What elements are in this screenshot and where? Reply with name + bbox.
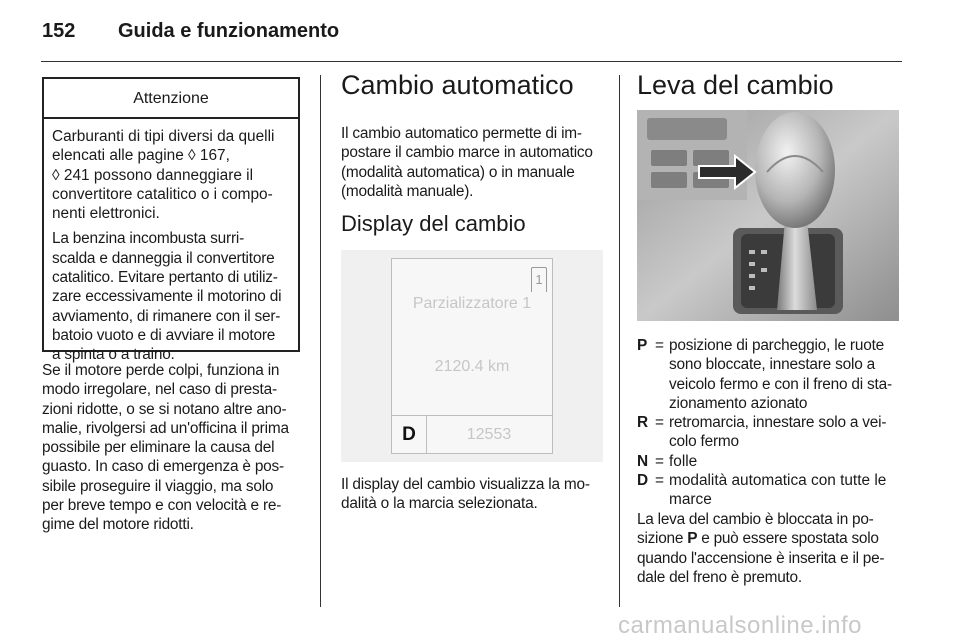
- gear-lever-photo: [637, 110, 899, 321]
- heading-leva-del-cambio: Leva del cambio: [637, 70, 834, 100]
- display-title: Parzializzatore 1: [412, 295, 532, 312]
- gear-positions-legend: [637, 336, 903, 510]
- display-screen: [391, 258, 553, 454]
- column-divider-2: [619, 75, 620, 607]
- legend-item-r: R = retromarcia, innestare solo a vei- colo fermo: [637, 414, 887, 451]
- warning-box: [42, 77, 300, 364]
- middle-intro: Il cambio automatico permette di im- postare il cambio marce in automatico (modalità automatica) o in manuale (modalità manuale).: [341, 125, 593, 200]
- warning-paragraph-2: La benzina incombusta surri- scalda e danneggia il convertitore catalitico. Evitare pertanto di utiliz- zare eccessivamente il motorino di avviamento, di rimanere con il ser- batoio vuoto e di avviare il motore a spinta o a traino.: [52, 230, 282, 364]
- page-number: 152: [42, 20, 76, 42]
- gear-lever-image: [637, 110, 899, 321]
- display-distance: 2120.4 km: [434, 358, 510, 375]
- display-bottom-bar: [392, 415, 552, 453]
- heading-cambio-automatico: Cambio automatico: [341, 70, 574, 100]
- gear-display-illustration: [341, 250, 603, 462]
- section-title: Guida e funzionamento: [118, 20, 340, 42]
- heading-display-del-cambio: Display del cambio: [341, 211, 526, 236]
- right-body-text: La leva del cambio è bloccata in po- sizione P e può essere spostata solo quando l'accensione è inserita e il pe- dale del freno è premuto.: [637, 511, 885, 586]
- legend-item-d: D = modalità automatica con tutte le marce: [637, 472, 887, 509]
- display-odometer: 12553: [466, 426, 512, 443]
- left-body-text: Se il motore perde colpi, funziona in modo irregolare, nel caso di presta- zioni ridotte, o se si notano altre ano- malie, rivolgersi ad un'officina il prima possibile per eliminare la causa del guasto. In caso di emergenza è pos- sibile proseguire il viaggio, ma solo per breve tempo e con velocità e re- gime del motore ridotti.: [42, 362, 289, 534]
- middle-column: [341, 70, 606, 100]
- legend-item-p: P = posizione di parcheggio, le ruote sono bloccate, innestare solo a veicolo fermo e con il freno di sta- zionamento azionato: [637, 337, 892, 412]
- page-header: [42, 20, 339, 43]
- right-heading-wrap: [637, 70, 902, 100]
- inline-key-p: P: [687, 530, 698, 548]
- warning-title: Attenzione: [44, 79, 298, 119]
- watermark: carmanualsonline.info: [618, 612, 862, 639]
- gear-indicator-icon: 1: [531, 267, 547, 292]
- display-caption: Il display del cambio visualizza la mo- dalità o la marcia selezionata.: [341, 476, 590, 513]
- warning-paragraph-1: Carburanti di tipi diversi da quelli elencati alle pagine ◊ 167, ◊ 241 possono danneggiare il convertitore catalitico o i compo- nenti elettronici.: [52, 128, 275, 223]
- legend-item-n: N = folle: [637, 452, 698, 470]
- header-rule: [41, 61, 902, 62]
- display-gear: D: [392, 416, 427, 453]
- middle-subheading-wrap: [341, 211, 606, 236]
- column-divider-1: [320, 75, 321, 607]
